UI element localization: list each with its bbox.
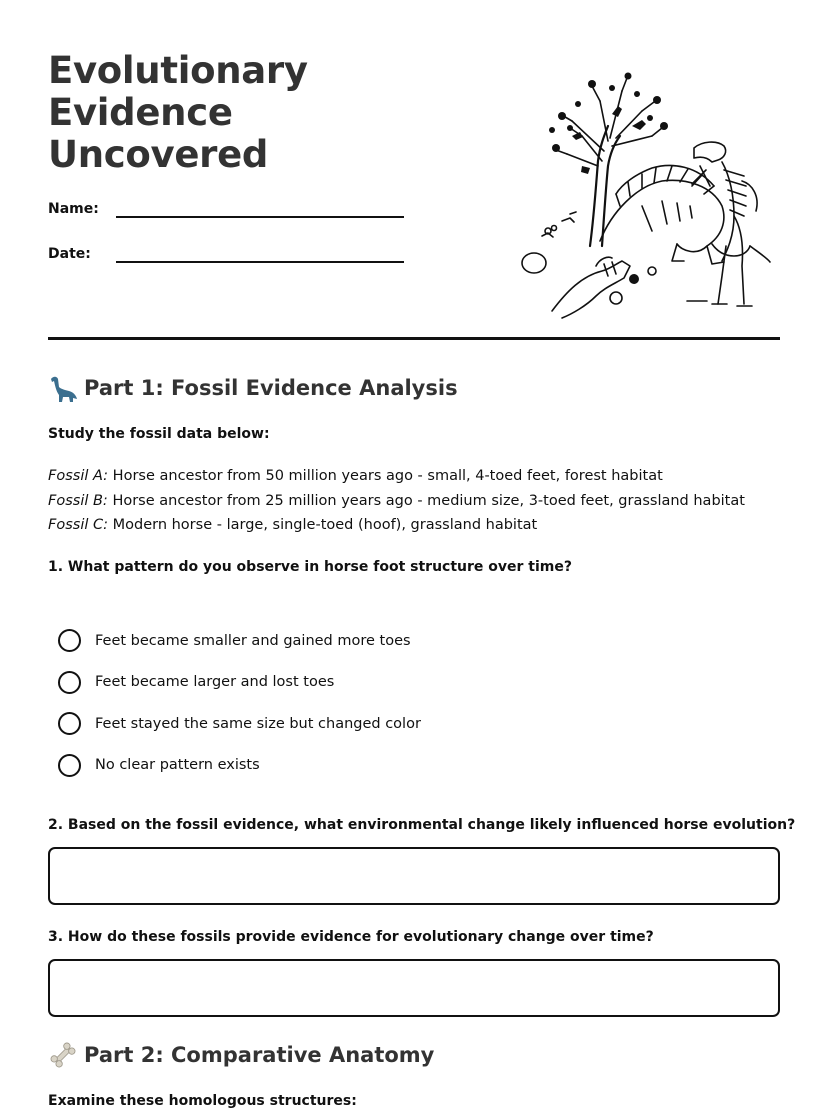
- date-field[interactable]: [116, 261, 404, 263]
- part2-intro: Examine these homologous structures:: [48, 1093, 357, 1109]
- date-label: Date:: [48, 246, 91, 262]
- question-1-options: [58, 620, 421, 786]
- option-label: Feet became larger and lost toes: [95, 674, 335, 691]
- fossil-label: Fossil A:: [48, 468, 109, 484]
- option-c[interactable]: [58, 703, 421, 745]
- option-label: Feet became smaller and gained more toes: [95, 632, 411, 649]
- fossil-label: Fossil C:: [48, 517, 108, 533]
- radio-button[interactable]: [58, 629, 81, 652]
- page-title: [48, 50, 468, 176]
- part1-intro: Study the fossil data below:: [48, 426, 270, 442]
- fossil-text: Horse ancestor from 50 million years ago - small, 4-toed feet, forest habitat: [112, 468, 663, 484]
- question-3: 3. How do these fossils provide evidence for evolutionary change over time?: [48, 929, 654, 945]
- option-d[interactable]: [58, 745, 421, 787]
- option-b[interactable]: [58, 662, 421, 704]
- question-3-answer-box[interactable]: [48, 959, 780, 1017]
- fossil-item: [48, 489, 745, 514]
- fossil-item: [48, 464, 745, 489]
- header-divider: [48, 337, 780, 340]
- question-2-answer-box[interactable]: [48, 847, 780, 905]
- name-field-row: [48, 201, 468, 246]
- option-label: No clear pattern exists: [95, 757, 260, 774]
- fossil-item: [48, 513, 745, 538]
- question-1: 1. What pattern do you observe in horse foot structure over time?: [48, 559, 572, 575]
- bone-icon: [48, 1040, 78, 1070]
- radio-button[interactable]: [58, 671, 81, 694]
- worksheet-header: [48, 50, 468, 291]
- option-label: Feet stayed the same size but changed color: [95, 715, 421, 732]
- fossil-data-list: [48, 464, 745, 538]
- part1-heading: [48, 373, 458, 403]
- title-line-2: Uncovered: [48, 133, 269, 176]
- sauropod-dinosaur-icon: [48, 373, 78, 403]
- title-line-1: Evolutionary Evidence: [48, 49, 308, 134]
- fossil-label: Fossil B:: [48, 492, 108, 509]
- name-label: Name:: [48, 201, 99, 217]
- date-field-row: [48, 246, 468, 291]
- part2-heading: [48, 1040, 434, 1070]
- part1-title: Part 1: Fossil Evidence Analysis: [84, 376, 458, 400]
- part2-title: Part 2: Comparative Anatomy: [84, 1043, 435, 1067]
- name-field[interactable]: [116, 216, 404, 218]
- fossil-dig-scene-illustration: [512, 66, 772, 322]
- radio-button[interactable]: [58, 754, 81, 777]
- fossil-text: Horse ancestor from 25 million years ago - medium size, 3-toed feet, grassland habitat: [112, 492, 745, 509]
- fossil-text: Modern horse - large, single-toed (hoof), grassland habitat: [112, 517, 538, 533]
- question-2: 2. Based on the fossil evidence, what environmental change likely influenced horse evolution?: [48, 817, 796, 833]
- radio-button[interactable]: [58, 712, 81, 735]
- option-a[interactable]: [58, 620, 421, 662]
